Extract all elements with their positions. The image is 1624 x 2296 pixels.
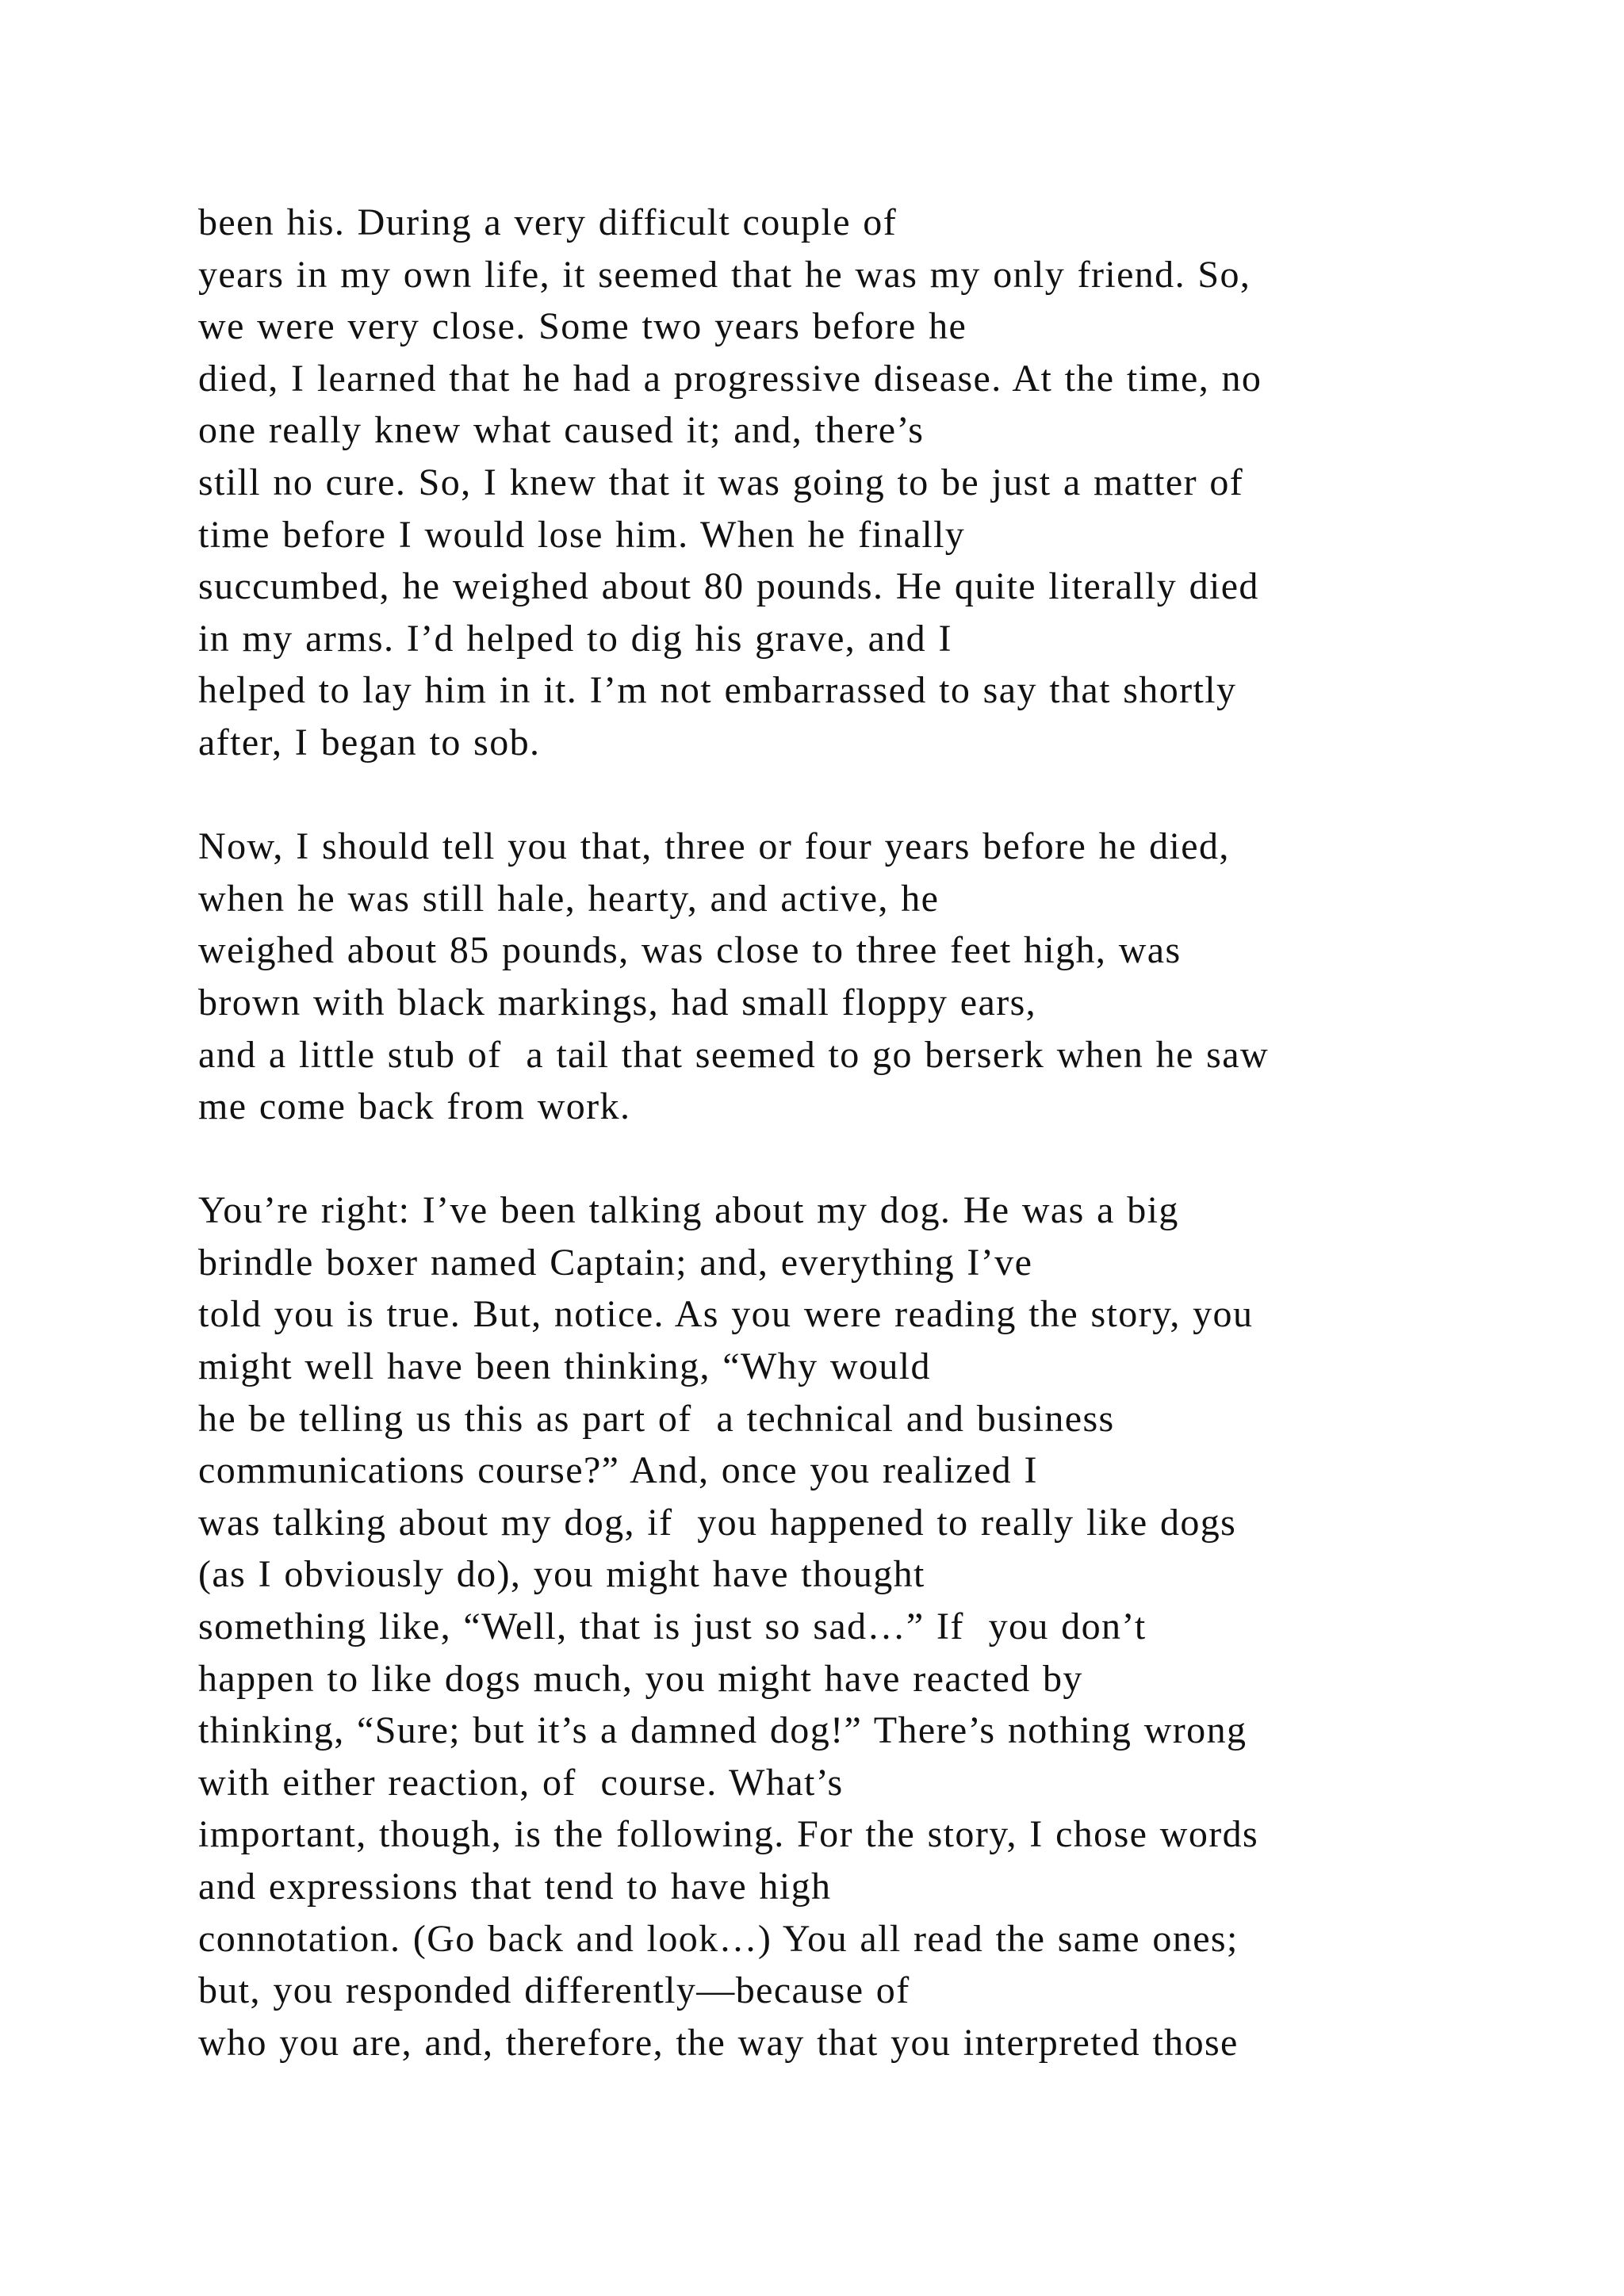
text-line: was talking about my dog, if you happened to really like dogs: [198, 1501, 1237, 1544]
text-line: after, I began to sob.: [198, 721, 541, 763]
text-line: still no cure. So, I knew that it was going to be just a matter of: [198, 461, 1244, 503]
text-line: helped to lay him in it. I’m not embarrassed to say that shortly: [198, 669, 1237, 712]
paragraph-2: [198, 821, 1499, 1133]
text-line: told you is true. But, notice. As you were reading the story, you: [198, 1293, 1254, 1336]
text-line: in my arms. I’d helped to dig his grave, and I: [198, 617, 952, 660]
text-line: thinking, “Sure; but it’s a damned dog!” There’s nothing wrong: [198, 1709, 1247, 1752]
text-line: succumbed, he weighed about 80 pounds. He quite literally died: [198, 565, 1259, 608]
text-line: been his. During a very difficult couple of: [198, 201, 898, 243]
text-line: one really knew what caused it; and, there’s: [198, 409, 925, 452]
text-line: who you are, and, therefore, the way that you interpreted those: [198, 2021, 1239, 2064]
text-line: he be telling us this as part of a technical and business: [198, 1397, 1115, 1440]
text-line: me come back from work.: [198, 1085, 631, 1128]
text-line: something like, “Well, that is just so sad…” If you don’t: [198, 1605, 1147, 1648]
text-line: communications course?” And, once you realized I: [198, 1449, 1038, 1492]
text-line: and a little stub of a tail that seemed to go berserk when he saw: [198, 1033, 1270, 1076]
paragraph-break: [198, 769, 1499, 821]
paragraph-3: [198, 1184, 1499, 2068]
text-line: time before I would lose him. When he finally: [198, 513, 966, 556]
text-line: weighed about 85 pounds, was close to three feet high, was: [198, 929, 1182, 972]
paragraph-break: [198, 1133, 1499, 1185]
text-line: we were very close. Some two years before he: [198, 305, 967, 348]
text-line: brindle boxer named Captain; and, everything I’ve: [198, 1241, 1033, 1284]
text-line: and expressions that tend to have high: [198, 1866, 832, 1908]
text-line: important, though, is the following. For the story, I chose words: [198, 1813, 1259, 1856]
text-line: (as I obviously do), you might have thought: [198, 1553, 925, 1596]
text-line: but, you responded differently—because of: [198, 1969, 910, 2012]
text-line: brown with black markings, had small floppy ears,: [198, 981, 1037, 1024]
text-line: with either reaction, of course. What’s: [198, 1761, 844, 1804]
text-line: connotation. (Go back and look…) You all read the same ones;: [198, 1917, 1239, 1960]
paragraph-1: [198, 197, 1499, 769]
text-line: Now, I should tell you that, three or four years before he died,: [198, 825, 1230, 868]
text-line: happen to like dogs much, you might have reacted by: [198, 1657, 1083, 1700]
text-line: died, I learned that he had a progressive disease. At the time, no: [198, 357, 1262, 400]
text-line: You’re right: I’ve been talking about my dog. He was a big: [198, 1189, 1179, 1232]
text-line: when he was still hale, hearty, and active, he: [198, 877, 940, 920]
text-line: might well have been thinking, “Why would: [198, 1345, 931, 1388]
text-line: years in my own life, it seemed that he was my only friend. So,: [198, 253, 1251, 296]
body-text: [198, 197, 1499, 2068]
